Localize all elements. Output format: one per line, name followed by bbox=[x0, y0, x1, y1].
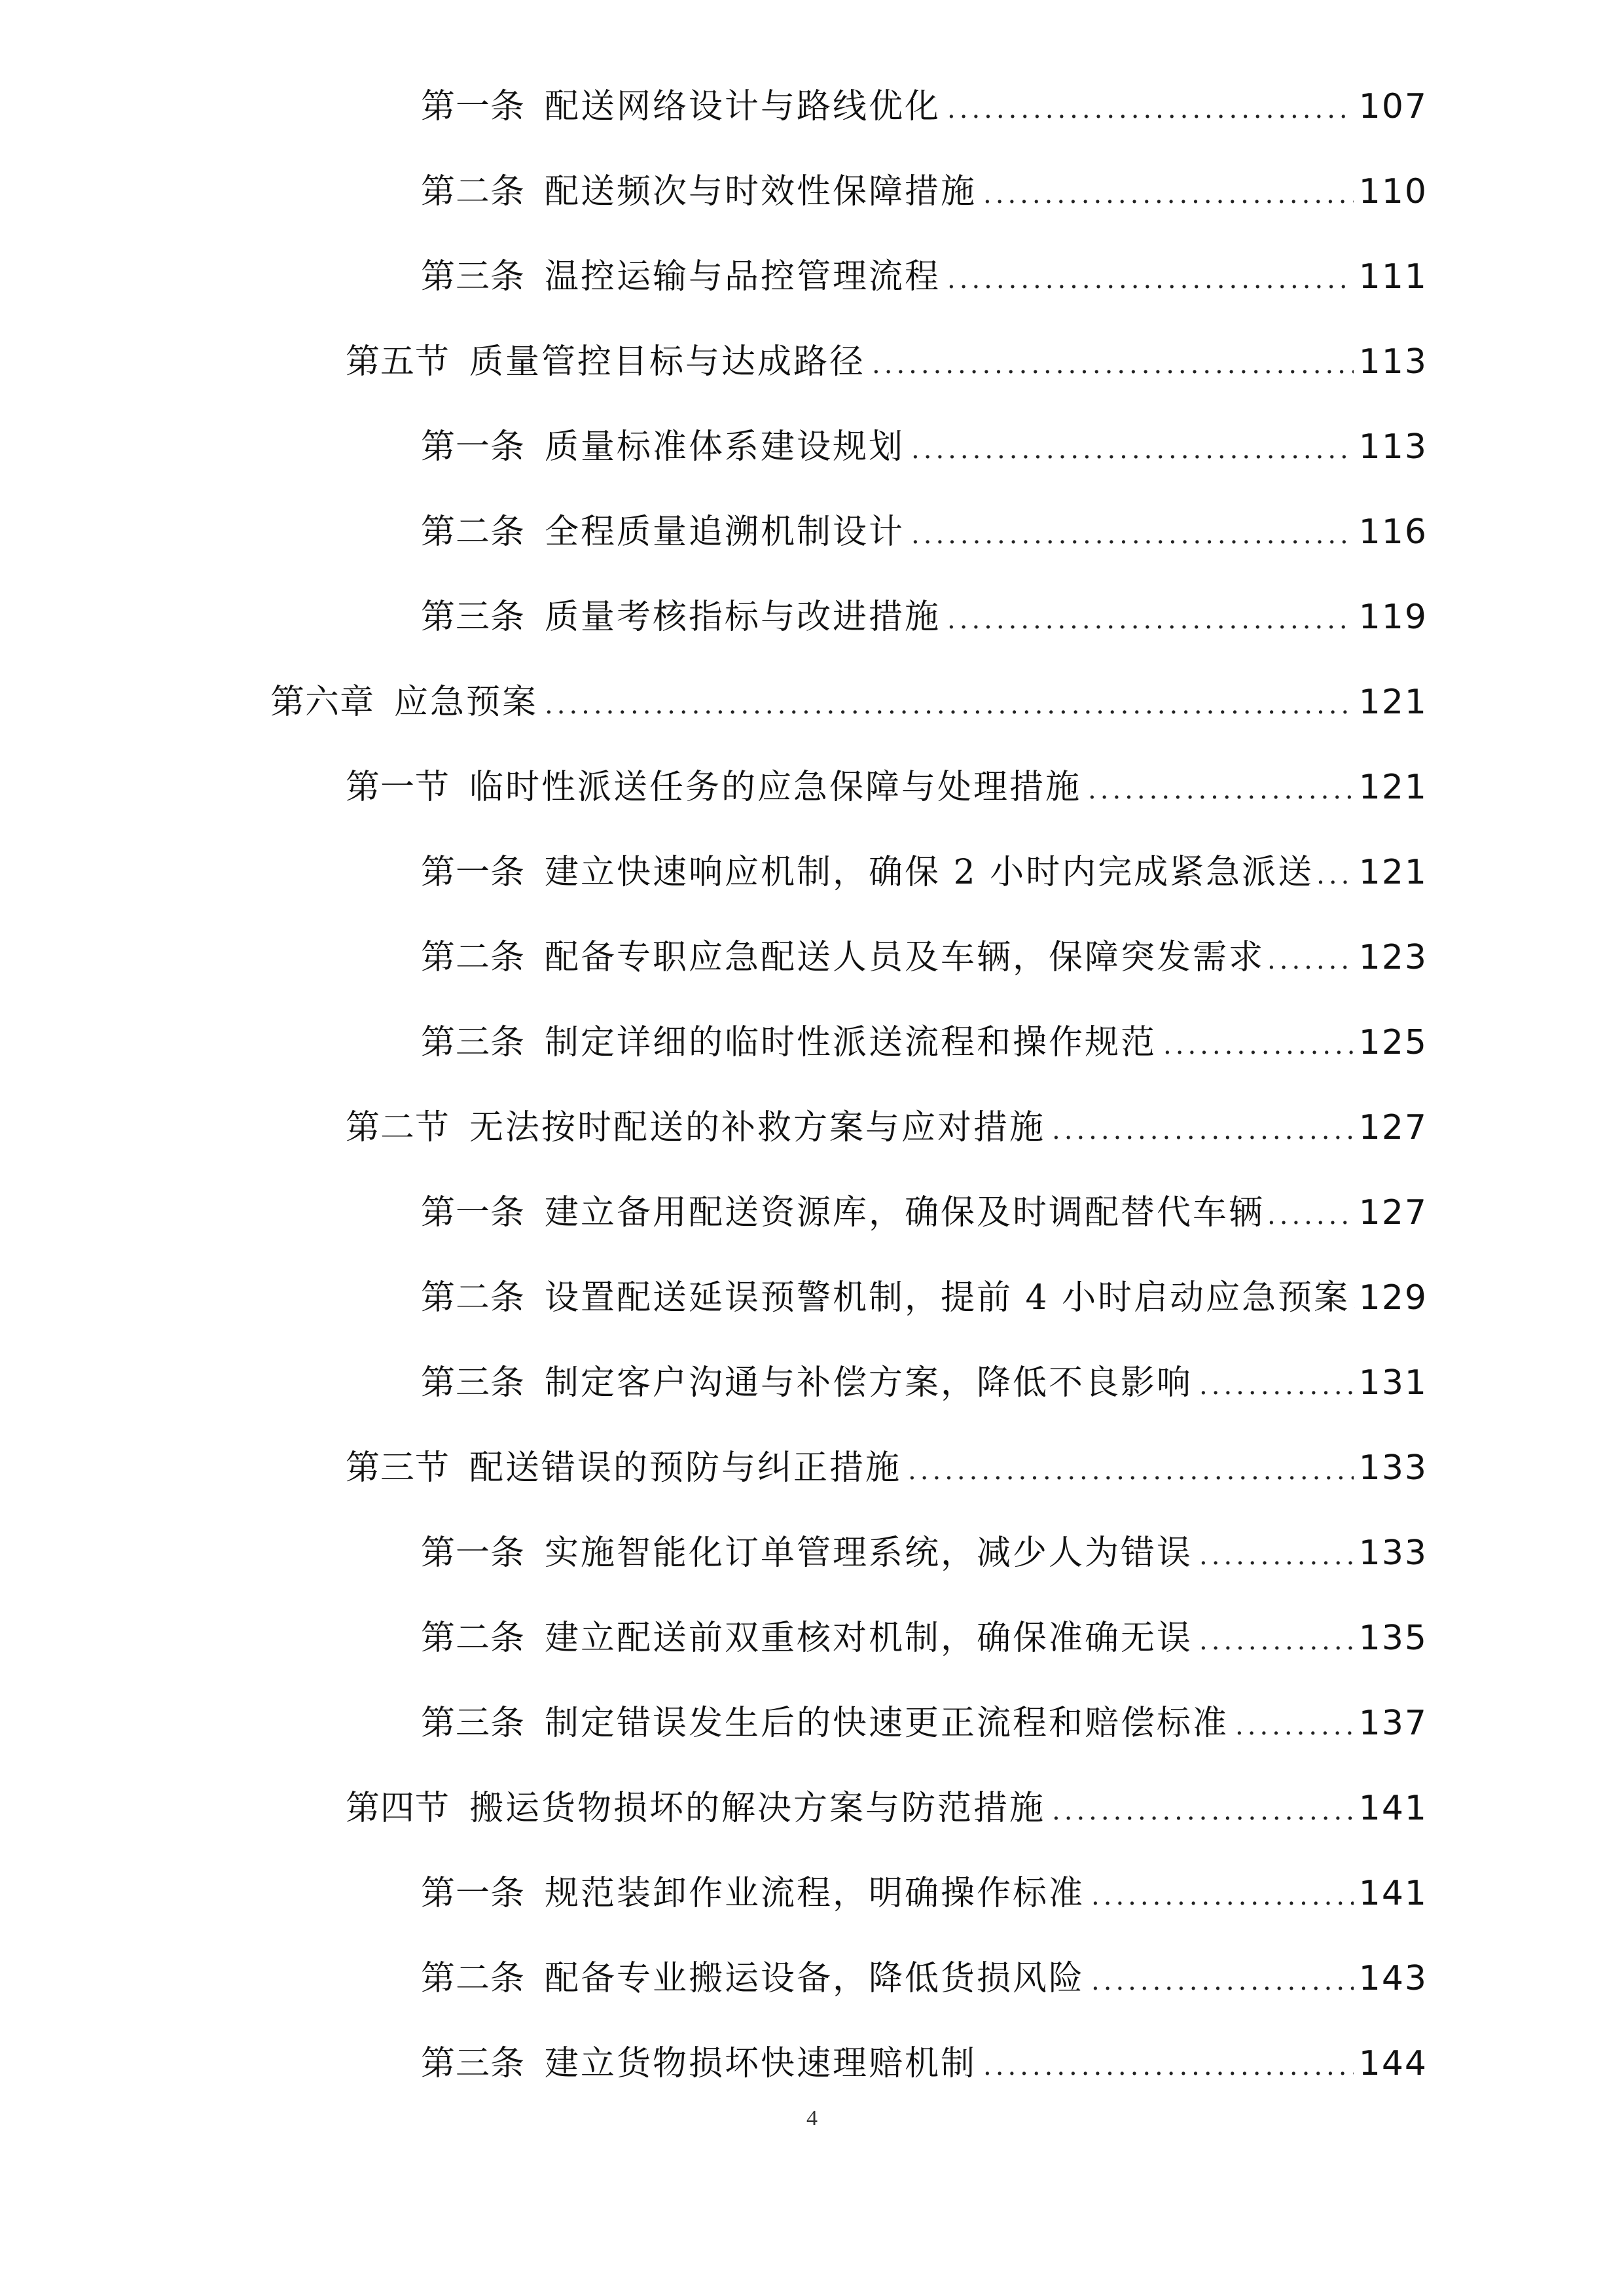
toc-entry-title: 质量标准体系建设规划 bbox=[545, 427, 905, 467]
toc-entry-prefix: 第三条 bbox=[421, 1704, 526, 1743]
dot-leader bbox=[1199, 1358, 1354, 1413]
toc-entry-page: 127 bbox=[1358, 1193, 1428, 1232]
toc-entry-page: 125 bbox=[1358, 1023, 1428, 1062]
toc-entry[interactable] bbox=[421, 1611, 1428, 1666]
toc-entry-title: 配送网络设计与路线优化 bbox=[545, 87, 941, 126]
dot-leader bbox=[1091, 1954, 1354, 2009]
toc-entry-title: 制定错误发生后的快速更正流程和赔偿标准 bbox=[545, 1704, 1229, 1743]
toc-entry-title: 建立备用配送资源库，确保及时调配替代车辆 bbox=[545, 1193, 1265, 1232]
toc-entry-page: 121 bbox=[1358, 683, 1428, 722]
toc-entry-page: 129 bbox=[1358, 1278, 1428, 1318]
dot-leader bbox=[1316, 848, 1355, 903]
dot-leader bbox=[1267, 933, 1355, 988]
dot-leader bbox=[983, 167, 1354, 222]
toc-entry-prefix: 第三节 bbox=[346, 1448, 450, 1488]
toc-entry-prefix: 第三条 bbox=[421, 598, 526, 637]
toc-entry-title: 配送频次与时效性保障措施 bbox=[545, 172, 977, 211]
dot-leader bbox=[1267, 1188, 1355, 1243]
toc-entry-title: 无法按时配送的补救方案与应对措施 bbox=[469, 1108, 1046, 1147]
toc-entry-prefix: 第二条 bbox=[421, 938, 526, 977]
toc-entry-page: 135 bbox=[1358, 1619, 1428, 1658]
toc-entry[interactable] bbox=[421, 1951, 1428, 2006]
dot-leader bbox=[1091, 1869, 1354, 1924]
toc-entry-title: 配备专职应急配送人员及车辆，保障突发需求 bbox=[545, 938, 1265, 977]
dot-leader bbox=[908, 1443, 1354, 1498]
toc-entry-page: 133 bbox=[1358, 1534, 1428, 1573]
toc-entry[interactable] bbox=[346, 1100, 1428, 1155]
dot-leader bbox=[1052, 1103, 1354, 1158]
toc-entry-prefix: 第三条 bbox=[421, 1023, 526, 1062]
toc-entry[interactable] bbox=[346, 760, 1428, 815]
toc-entry[interactable] bbox=[421, 505, 1428, 560]
dot-leader bbox=[1088, 762, 1354, 817]
toc-entry-title: 建立快速响应机制，确保 2 小时内完成紧急派送 bbox=[545, 853, 1314, 892]
toc-entry[interactable] bbox=[346, 334, 1428, 389]
toc-entry[interactable] bbox=[421, 164, 1428, 219]
toc-entry-page: 144 bbox=[1358, 2044, 1428, 2083]
toc-entry[interactable] bbox=[421, 845, 1428, 900]
toc-entry-prefix: 第一条 bbox=[421, 427, 526, 467]
toc-entry-prefix: 第五节 bbox=[346, 342, 450, 382]
toc-entry-prefix: 第二条 bbox=[421, 1959, 526, 1998]
toc-entry-title: 临时性派送任务的应急保障与处理措施 bbox=[469, 768, 1082, 807]
toc-entry[interactable] bbox=[346, 1781, 1428, 1836]
toc-entry[interactable] bbox=[421, 1696, 1428, 1751]
toc-entry-prefix: 第二条 bbox=[421, 1619, 526, 1658]
toc-entry-title: 配备专业搬运设备，降低货损风险 bbox=[545, 1959, 1085, 1998]
toc-entry-page: 121 bbox=[1358, 768, 1428, 807]
toc-entry-prefix: 第二条 bbox=[421, 512, 526, 552]
dot-leader bbox=[947, 592, 1354, 647]
toc-entry-page: 133 bbox=[1358, 1448, 1428, 1488]
toc-entry[interactable] bbox=[421, 249, 1428, 304]
toc-entry-prefix: 第二节 bbox=[346, 1108, 450, 1147]
page-number: 4 bbox=[806, 2106, 818, 2130]
dot-leader bbox=[872, 337, 1354, 392]
toc-entry-page: 119 bbox=[1358, 598, 1428, 637]
toc-entry-page: 110 bbox=[1358, 172, 1428, 211]
toc-entry-title: 质量管控目标与达成路径 bbox=[469, 342, 866, 382]
toc-entry-prefix: 第一节 bbox=[346, 768, 450, 807]
toc-entry-page: 121 bbox=[1358, 853, 1428, 892]
dot-leader bbox=[911, 422, 1354, 477]
toc-entry-page: 116 bbox=[1358, 512, 1428, 552]
toc-entry-prefix: 第三条 bbox=[421, 1363, 526, 1403]
toc-entry-prefix: 第一条 bbox=[421, 1193, 526, 1232]
dot-leader bbox=[1199, 1528, 1354, 1583]
toc-entry-page: 137 bbox=[1358, 1704, 1428, 1743]
toc-entry-title: 制定客户沟通与补偿方案，降低不良影响 bbox=[545, 1363, 1193, 1403]
toc-entry-chapter[interactable] bbox=[270, 675, 1428, 730]
toc-entry-title: 温控运输与品控管理流程 bbox=[545, 257, 941, 296]
toc-entry-title: 质量考核指标与改进措施 bbox=[545, 598, 941, 637]
dot-leader bbox=[1199, 1613, 1354, 1668]
toc-entry[interactable] bbox=[421, 79, 1428, 134]
dot-leader bbox=[911, 507, 1354, 562]
toc-entry[interactable] bbox=[346, 1441, 1428, 1496]
toc-entry[interactable] bbox=[421, 1270, 1428, 1325]
toc-entry-page: 111 bbox=[1358, 257, 1428, 296]
toc-entry-title: 应急预案 bbox=[394, 683, 539, 722]
dot-leader bbox=[545, 677, 1354, 732]
dot-leader bbox=[1163, 1018, 1354, 1073]
dot-leader bbox=[1052, 1784, 1354, 1839]
toc-entry-page: 113 bbox=[1358, 427, 1428, 467]
dot-leader bbox=[947, 82, 1354, 137]
toc-entry[interactable] bbox=[421, 2036, 1428, 2091]
dot-leader bbox=[983, 2039, 1354, 2094]
toc-entry-page: 127 bbox=[1358, 1108, 1428, 1147]
toc-entry-page: 107 bbox=[1358, 87, 1428, 126]
toc-entry-title: 规范装卸作业流程，明确操作标准 bbox=[545, 1874, 1085, 1913]
toc-entry-prefix: 第一条 bbox=[421, 1874, 526, 1913]
toc-entry-title: 搬运货物损坏的解决方案与防范措施 bbox=[469, 1789, 1046, 1828]
toc-entry-prefix: 第三条 bbox=[421, 2044, 526, 2083]
toc-entry-prefix: 第一条 bbox=[421, 853, 526, 892]
toc-entry-prefix: 第二条 bbox=[421, 172, 526, 211]
toc-entry-prefix: 第二条 bbox=[421, 1278, 526, 1318]
toc-entry-page: 141 bbox=[1358, 1789, 1428, 1828]
toc-entry-prefix: 第一条 bbox=[421, 1534, 526, 1573]
toc-entry[interactable] bbox=[421, 590, 1428, 645]
toc-entry[interactable] bbox=[421, 1015, 1428, 1070]
toc-entry-title: 设置配送延误预警机制，提前 4 小时启动应急预案 bbox=[545, 1278, 1350, 1318]
dot-leader bbox=[947, 252, 1354, 307]
toc-entry-title: 实施智能化订单管理系统，减少人为错误 bbox=[545, 1534, 1193, 1573]
toc-entry-title: 配送错误的预防与纠正措施 bbox=[469, 1448, 902, 1488]
toc-entry-page: 141 bbox=[1358, 1874, 1428, 1913]
toc-entry-prefix: 第一条 bbox=[421, 87, 526, 126]
toc-entry[interactable] bbox=[421, 1185, 1428, 1240]
toc-entry[interactable] bbox=[421, 930, 1428, 985]
toc-entry-title: 全程质量追溯机制设计 bbox=[545, 512, 905, 552]
toc-entry-title: 建立配送前双重核对机制，确保准确无误 bbox=[545, 1619, 1193, 1658]
toc-entry-prefix: 第六章 bbox=[270, 683, 375, 722]
toc-entry-page: 131 bbox=[1358, 1363, 1428, 1403]
toc-entry-prefix: 第三条 bbox=[421, 257, 526, 296]
toc-entry[interactable] bbox=[421, 1526, 1428, 1581]
toc-entry-prefix: 第四节 bbox=[346, 1789, 450, 1828]
toc-entry[interactable] bbox=[421, 1866, 1428, 1921]
toc-entry[interactable] bbox=[421, 420, 1428, 475]
dot-leader bbox=[1352, 1273, 1355, 1328]
toc-entry-page: 143 bbox=[1358, 1959, 1428, 1998]
toc-entry-title: 制定详细的临时性派送流程和操作规范 bbox=[545, 1023, 1157, 1062]
toc-entry[interactable] bbox=[421, 1355, 1428, 1410]
toc-entry-page: 113 bbox=[1358, 342, 1428, 382]
dot-leader bbox=[1235, 1698, 1354, 1753]
toc-entry-title: 建立货物损坏快速理赔机制 bbox=[545, 2044, 977, 2083]
toc-entry-page: 123 bbox=[1358, 938, 1428, 977]
